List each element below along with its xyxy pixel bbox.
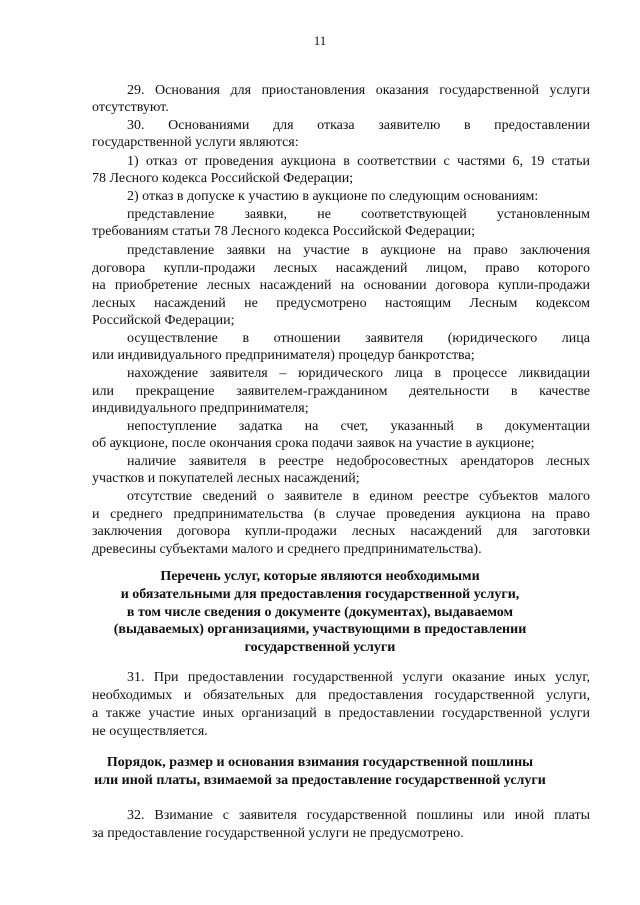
paragraph-line: древесины субъектами малого и среднего предпринимательства). bbox=[92, 542, 482, 557]
paragraph-line: необходимых и обязательных для предоставления государственной услуги, bbox=[92, 688, 590, 703]
paragraph-line: не осуществляется. bbox=[92, 724, 208, 739]
paragraph-line: наличие заявителя в реестре недобросовестных арендаторов лесных bbox=[127, 454, 590, 469]
paragraph-line: осуществление в отношении заявителя (юридического лица bbox=[127, 331, 590, 346]
paragraph-line: 29. Основания для приостановления оказания государственной услуги bbox=[127, 83, 590, 98]
paragraph-line: 1) отказ от проведения аукциона в соответствии с частями 6, 19 статьи bbox=[127, 154, 590, 169]
paragraph-line: государственной услуги являются: bbox=[92, 135, 299, 150]
paragraph-line: а также участие иных организаций в предоставлении государственной услуги bbox=[92, 706, 590, 721]
section-heading-line: государственной услуги bbox=[244, 640, 396, 655]
paragraph-line: 30. Основаниями для отказа заявителю в предоставлении bbox=[127, 118, 590, 133]
paragraph-line: представление заявки, не соответствующей установленным bbox=[127, 207, 590, 222]
section-heading-line: (выдаваемых) организациями, участвующими в предоставлении bbox=[113, 622, 527, 637]
section-heading-line: и обязательными для предоставления государственной услуги, bbox=[120, 587, 520, 602]
paragraph-line: или индивидуального предпринимателя) процедур банкротства; bbox=[92, 348, 475, 363]
paragraph-line: и среднего предпринимательства (в случае проведения аукциона на право bbox=[92, 507, 590, 522]
paragraph-line: 2) отказ в допуске к участию в аукционе по следующим основаниям: bbox=[127, 189, 539, 204]
section-heading-line: Перечень услуг, которые являются необходимыми bbox=[160, 569, 480, 584]
page-number: 11 bbox=[313, 33, 327, 48]
paragraph-line: за предоставление государственной услуги не предусмотрено. bbox=[92, 826, 464, 841]
paragraph-line: Российской Федерации; bbox=[92, 313, 235, 328]
paragraph-line: лесных насаждений не предусмотрено настоящим Лесным кодексом bbox=[92, 296, 590, 311]
paragraph-line: 32. Взимание с заявителя государственной пошлины или иной платы bbox=[127, 808, 590, 823]
paragraph-line: непоступление задатка на счет, указанный в документации bbox=[127, 419, 590, 434]
paragraph-line: требованиям статьи 78 Лесного кодекса Российской Федерации; bbox=[92, 224, 476, 239]
paragraph-line: отсутствуют. bbox=[92, 100, 169, 115]
paragraph-line: или прекращение заявителем-гражданином деятельности в качестве bbox=[92, 384, 590, 399]
paragraph-line: нахождение заявителя – юридического лица в процессе ликвидации bbox=[127, 366, 590, 381]
paragraph-line: индивидуального предпринимателя; bbox=[92, 401, 309, 416]
paragraph-line: участков и покупателей лесных насаждений; bbox=[92, 471, 360, 486]
section-heading-line: или иной платы, взимаемой за предоставление государственной услуги bbox=[94, 773, 546, 788]
paragraph-line: заключения договора купли-продажи лесных насаждений для заготовки bbox=[92, 524, 590, 539]
paragraph-line: отсутствие сведений о заявителе в едином реестре субъектов малого bbox=[127, 489, 590, 504]
paragraph-line: об аукционе, после окончания срока подачи заявок на участие в аукционе; bbox=[92, 436, 535, 451]
paragraph-line: на приобретение лесных насаждений на основании договора купли-продажи bbox=[92, 278, 590, 293]
section-heading-line: Порядок, размер и основания взимания государственной пошлины bbox=[106, 755, 534, 770]
section-heading-line: в том числе сведения о документе (документах), выдаваемом bbox=[126, 605, 514, 620]
paragraph-line: 78 Лесного кодекса Российской Федерации; bbox=[92, 171, 354, 186]
paragraph-line: договора купли-продажи лесных насаждений лицом, право которого bbox=[92, 261, 590, 276]
paragraph-line: 31. При предоставлении государственной услуги оказание иных услуг, bbox=[127, 670, 590, 685]
paragraph-line: представление заявки на участие в аукционе на право заключения bbox=[127, 243, 590, 258]
